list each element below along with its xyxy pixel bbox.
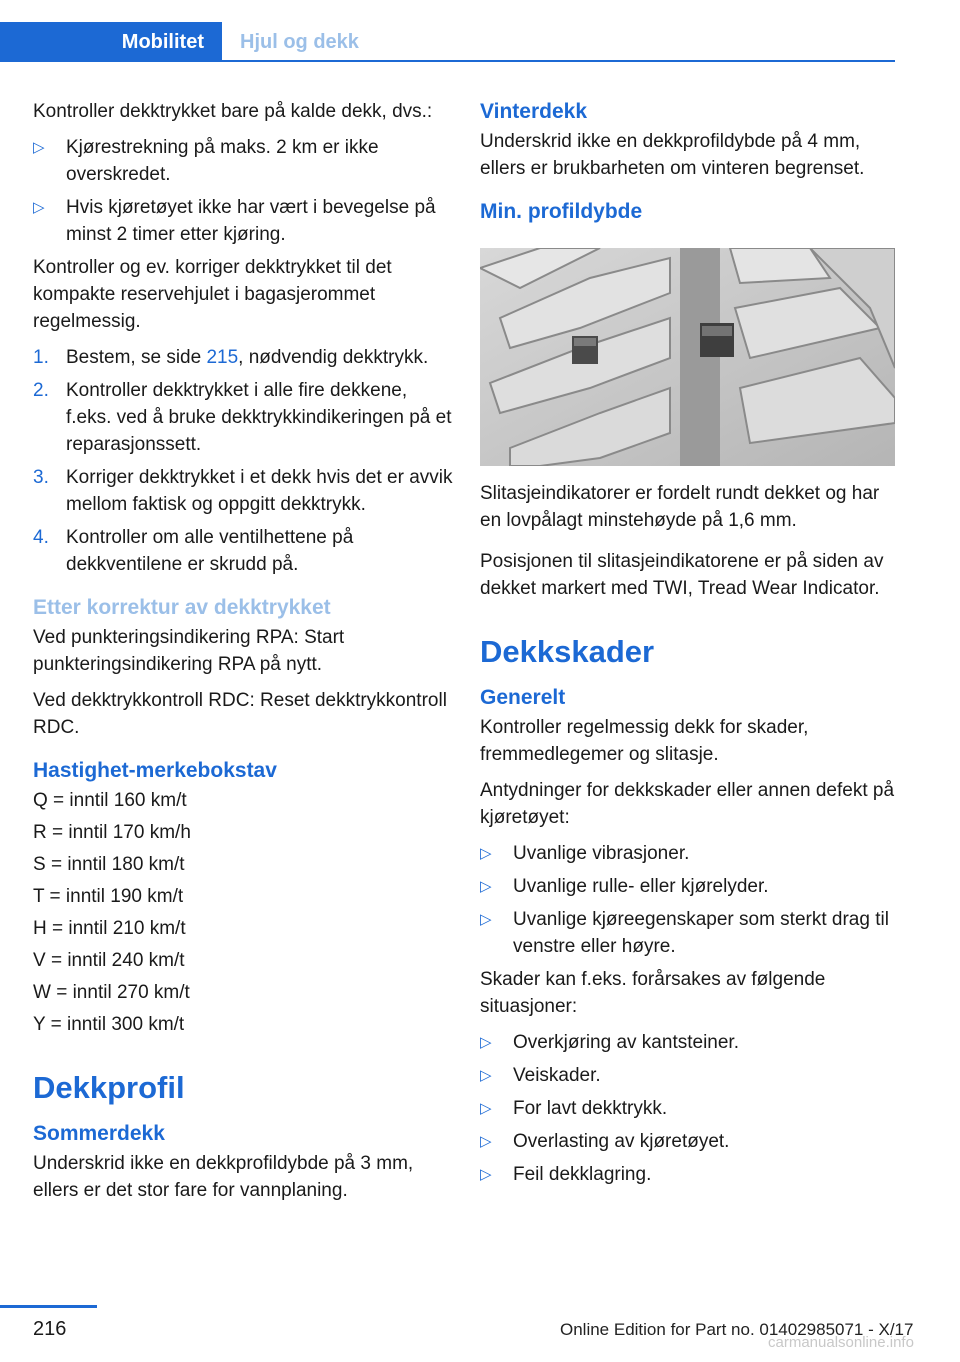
page-number: 216: [33, 1318, 67, 1340]
right-column: [480, 98, 900, 1194]
triangle-bullet-icon: ▷: [480, 845, 492, 862]
section-tab-hjul-og-dekk: Hjul og dekk: [240, 30, 359, 53]
footer-rule: [0, 1305, 97, 1308]
step-3: [33, 464, 453, 518]
tire-damage-heading: Dekkskader: [480, 634, 655, 669]
step-number: 4.: [33, 527, 49, 548]
list-item: [480, 1029, 900, 1056]
list-item: [480, 1062, 900, 1089]
causes-intro: Skader kan f.eks. forårsakes av følgende situasjoner:: [480, 969, 826, 1017]
speed-letter-heading: Hastighet-merkebokstav: [33, 759, 277, 782]
speed-item: Q = inntil 160 km/t: [33, 790, 187, 811]
edition-note: Online Edition for Part no. 01402985071 - X/17: [560, 1320, 914, 1339]
tread-wear-indicator-image: [480, 248, 895, 466]
list-item-text: Veiskader.: [513, 1065, 601, 1086]
step-text: Kontroller dekktrykket i alle fire dekkene, f.eks. ved å bruke dekktrykkindikeringen på et reparasjonssett.: [66, 380, 452, 455]
left-column: [33, 98, 453, 1213]
step-text-end: , nødvendig dekktrykk.: [238, 347, 429, 368]
list-item: [33, 194, 453, 248]
winter-tires-text: Underskrid ikke en dekkprofildybde på 4 mm, ellers er brukbarheten om vinteren begrenset.: [480, 131, 865, 179]
twi-text: Posisjonen til slitasjeindikatorene er på siden av dekket markert med TWI, Tread Wear Indicator.: [480, 551, 884, 599]
after-correction-heading: Etter korrektur av dekktrykket: [33, 596, 331, 619]
speed-item: R = inntil 170 km/h: [33, 822, 191, 843]
speed-item: Y = inntil 300 km/t: [33, 1014, 185, 1035]
speed-item: T = inntil 190 km/t: [33, 886, 184, 907]
rdc-text: Ved dekktrykkontroll RDC: Reset dekktrykkontroll RDC.: [33, 690, 447, 738]
list-item-text: Uvanlige rulle- eller kjørelyder.: [513, 876, 769, 897]
triangle-bullet-icon: ▷: [480, 878, 492, 895]
step-4: [33, 524, 453, 578]
signs-intro: Antydninger for dekkskader eller annen defekt på kjøretøyet:: [480, 780, 895, 828]
speed-item: W = inntil 270 km/t: [33, 982, 190, 1003]
watermark: carmanualsonline.info: [768, 1334, 914, 1351]
triangle-bullet-icon: ▷: [480, 1100, 492, 1117]
general-heading: Generelt: [480, 686, 566, 709]
list-item: [480, 1128, 900, 1155]
step-number: 2.: [33, 380, 49, 401]
list-item-text: Overlasting av kjøretøyet.: [513, 1131, 730, 1152]
list-item: [33, 134, 453, 188]
intro-cold-tires: Kontroller dekktrykket bare på kalde dekk, dvs.:: [33, 101, 433, 122]
wear-indicator-text: Slitasjeindikatorer er fordelt rundt dekket og har en lovpålagt minstehøyde på 1,6 mm.: [480, 483, 880, 531]
list-item: [480, 873, 900, 900]
list-item: [480, 1161, 900, 1188]
tread-profile-heading: Dekkprofil: [33, 1070, 185, 1105]
page-header: [0, 0, 895, 62]
list-item-text: Feil dekklagring.: [513, 1164, 652, 1185]
rpa-text: Ved punkteringsindikering RPA: Start punkteringsindikering RPA på nytt.: [33, 627, 345, 675]
summer-tires-heading: Sommerdekk: [33, 1122, 165, 1145]
triangle-bullet-icon: ▷: [480, 1166, 492, 1183]
speed-item: S = inntil 180 km/t: [33, 854, 185, 875]
triangle-bullet-icon: ▷: [33, 139, 45, 156]
list-item-text: Overkjøring av kantsteiner.: [513, 1032, 739, 1053]
triangle-bullet-icon: ▷: [480, 1067, 492, 1084]
step-2: [33, 377, 453, 458]
speed-item: V = inntil 240 km/t: [33, 950, 185, 971]
list-item-text: Kjørestrekning på maks. 2 km er ikke overskredet.: [66, 137, 379, 185]
list-item: [480, 906, 900, 960]
speed-list: [33, 787, 453, 1038]
step-text: Korriger dekktrykket i et dekk hvis det er avvik mellom faktisk og oppgitt dekktrykk.: [66, 467, 453, 515]
speed-item: H = inntil 210 km/t: [33, 918, 186, 939]
list-item: [480, 840, 900, 867]
summer-tires-text: Underskrid ikke en dekkprofildybde på 3 mm, ellers er det stor fare for vannplaning.: [33, 1153, 414, 1201]
step-1: [33, 344, 453, 371]
page-link-215[interactable]: 215: [206, 347, 239, 368]
section-tab-mobilitet: Mobilitet: [0, 22, 222, 62]
list-item-text: For lavt dekktrykk.: [513, 1098, 668, 1119]
step-number: 3.: [33, 467, 49, 488]
triangle-bullet-icon: ▷: [480, 911, 492, 928]
list-item-text: Hvis kjøretøyet ikke har vært i bevegelse på minst 2 timer etter kjøring.: [66, 197, 436, 245]
list-item: [480, 1095, 900, 1122]
list-item-text: Uvanlige vibrasjoner.: [513, 843, 690, 864]
triangle-bullet-icon: ▷: [480, 1133, 492, 1150]
step-number: 1.: [33, 347, 49, 368]
step-text: Bestem, se side: [66, 347, 207, 368]
triangle-bullet-icon: ▷: [33, 199, 45, 216]
triangle-bullet-icon: ▷: [480, 1034, 492, 1051]
list-item-text: Uvanlige kjøreegenskaper som sterkt drag til venstre eller høyre.: [513, 909, 889, 957]
step-text: Kontroller om alle ventilhettene på dekkventilene er skrudd på.: [66, 527, 354, 575]
general-text: Kontroller regelmessig dekk for skader, fremmedlegemer og slitasje.: [480, 717, 809, 765]
header-rule: [222, 60, 895, 62]
min-depth-heading: Min. profildybde: [480, 200, 643, 223]
spare-wheel-text: Kontroller og ev. korriger dekktrykket til det kompakte reservehjulet i bagasjerommet regelmessig.: [33, 257, 392, 332]
winter-tires-heading: Vinterdekk: [480, 100, 587, 123]
